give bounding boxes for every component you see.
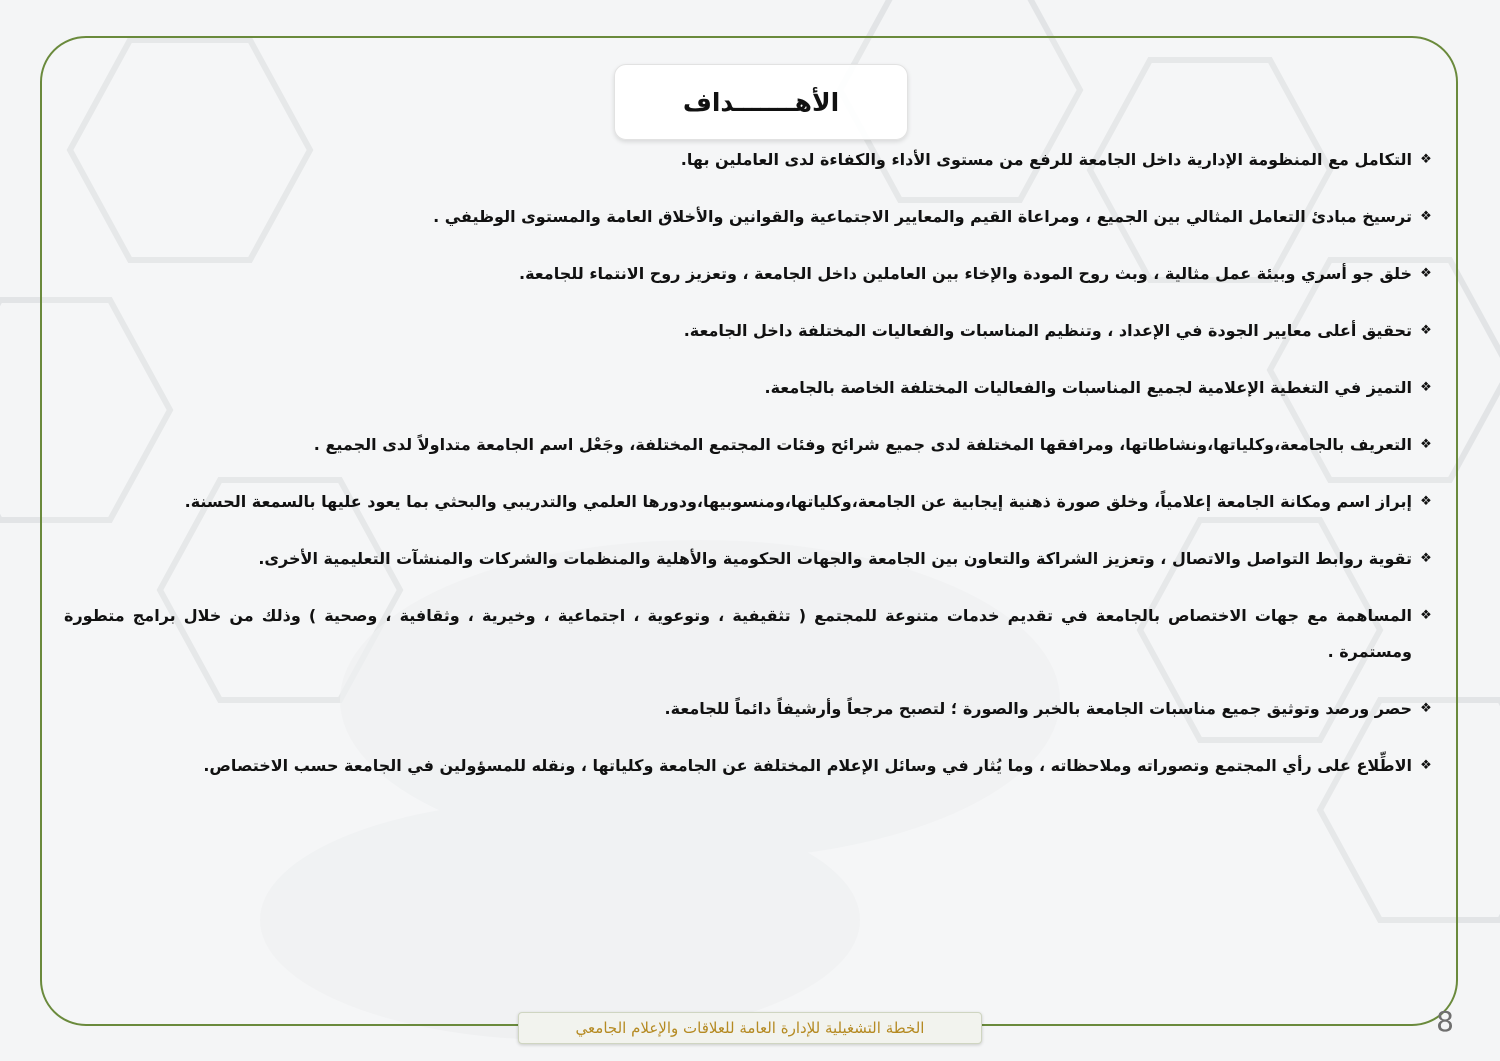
goal-text: تحقيق أعلى معايير الجودة في الإعداد ، وتنظيم المناسبات والفعاليات المختلفة داخل الجامعة.	[683, 321, 1412, 340]
bullet-icon: ❖	[1420, 380, 1432, 395]
goal-item	[64, 541, 1436, 577]
goal-text: تقوية روابط التواصل والاتصال ، وتعزيز الشراكة والتعاون بين الجامعة والجهات الحكومية والأهلية والمنظمات والشركات والمنشآت التعليمية الأخرى.	[258, 549, 1412, 568]
goal-item	[64, 313, 1436, 349]
bullet-icon: ❖	[1420, 266, 1432, 281]
bullet-icon: ❖	[1420, 323, 1432, 338]
goals-list	[64, 142, 1436, 805]
goal-text: خلق جو أسري وبيئة عمل مثالية ، وبث روح المودة والإخاء بين العاملين داخل الجامعة ، وتعزيز روح الانتماء للجامعة.	[518, 264, 1412, 283]
goal-text: حصر ورصد وتوثيق جميع مناسبات الجامعة بالخبر والصورة ؛ لتصبح مرجعاً وأرشيفاً دائماً للجامعة.	[664, 699, 1412, 718]
page-number: 8	[1436, 1005, 1454, 1038]
bullet-icon: ❖	[1420, 551, 1432, 566]
title-box	[614, 64, 908, 140]
goal-item	[64, 142, 1436, 178]
goal-item	[64, 484, 1436, 520]
goal-item	[64, 199, 1436, 235]
bullet-icon: ❖	[1420, 209, 1432, 224]
goal-text: التميز في التغطية الإعلامية لجميع المناسبات والفعاليات المختلفة الخاصة بالجامعة.	[764, 378, 1412, 397]
bullet-icon: ❖	[1420, 494, 1432, 509]
page-title: الأهـــــــداف	[682, 87, 840, 117]
goal-text: التكامل مع المنظومة الإدارية داخل الجامعة للرفع من مستوى الأداء والكفاءة لدى العاملين بها.	[680, 150, 1412, 169]
goal-item	[64, 691, 1436, 727]
goal-item	[64, 748, 1436, 784]
goal-item	[64, 256, 1436, 292]
goal-item	[64, 370, 1436, 406]
bullet-icon: ❖	[1420, 437, 1432, 452]
goal-item	[64, 598, 1436, 670]
bullet-icon: ❖	[1420, 701, 1432, 716]
goal-text: التعريف بالجامعة،وكلياتها،ونشاطاتها، ومرافقها المختلفة لدى جميع شرائح وفئات المجتمع المختلفة، وجَعْل اسم الجامعة متداولاً لدى الجميع .	[313, 435, 1412, 454]
bullet-icon: ❖	[1420, 152, 1432, 167]
bullet-icon: ❖	[1420, 608, 1432, 623]
bullet-icon: ❖	[1420, 758, 1432, 773]
footer-label: الخطة التشغيلية للإدارة العامة للعلاقات والإعلام الجامعي	[518, 1012, 982, 1044]
goal-text: إبراز اسم ومكانة الجامعة إعلامياً، وخلق صورة ذهنية إيجابية عن الجامعة،وكلياتها،ومنسوبيها،ودورها العلمي والتدريبي والبحثي بما يعود عليها بالسمعة الحسنة.	[184, 492, 1412, 511]
goal-text: المساهمة مع جهات الاختصاص بالجامعة في تقديم خدمات متنوعة للمجتمع ( تثقيفية ، وتوعوية ، اجتماعية ، وخيرية ، وثقافية ، وصحية ) وذلك من خلال برامج متطورة ومستمرة .	[64, 606, 1412, 661]
goal-item	[64, 427, 1436, 463]
goal-text: الاطِّلاع على رأي المجتمع وتصوراته وملاحظاته ، وما يُثار في وسائل الإعلام المختلفة عن الجامعة وكلياتها ، ونقله للمسؤولين في الجامعة حسب الاختصاص.	[203, 756, 1412, 775]
goal-text: ترسيخ مبادئ التعامل المثالي بين الجميع ، ومراعاة القيم والمعايير الاجتماعية والقوانين والأخلاق العامة والمستوى الوظيفي .	[433, 207, 1412, 226]
